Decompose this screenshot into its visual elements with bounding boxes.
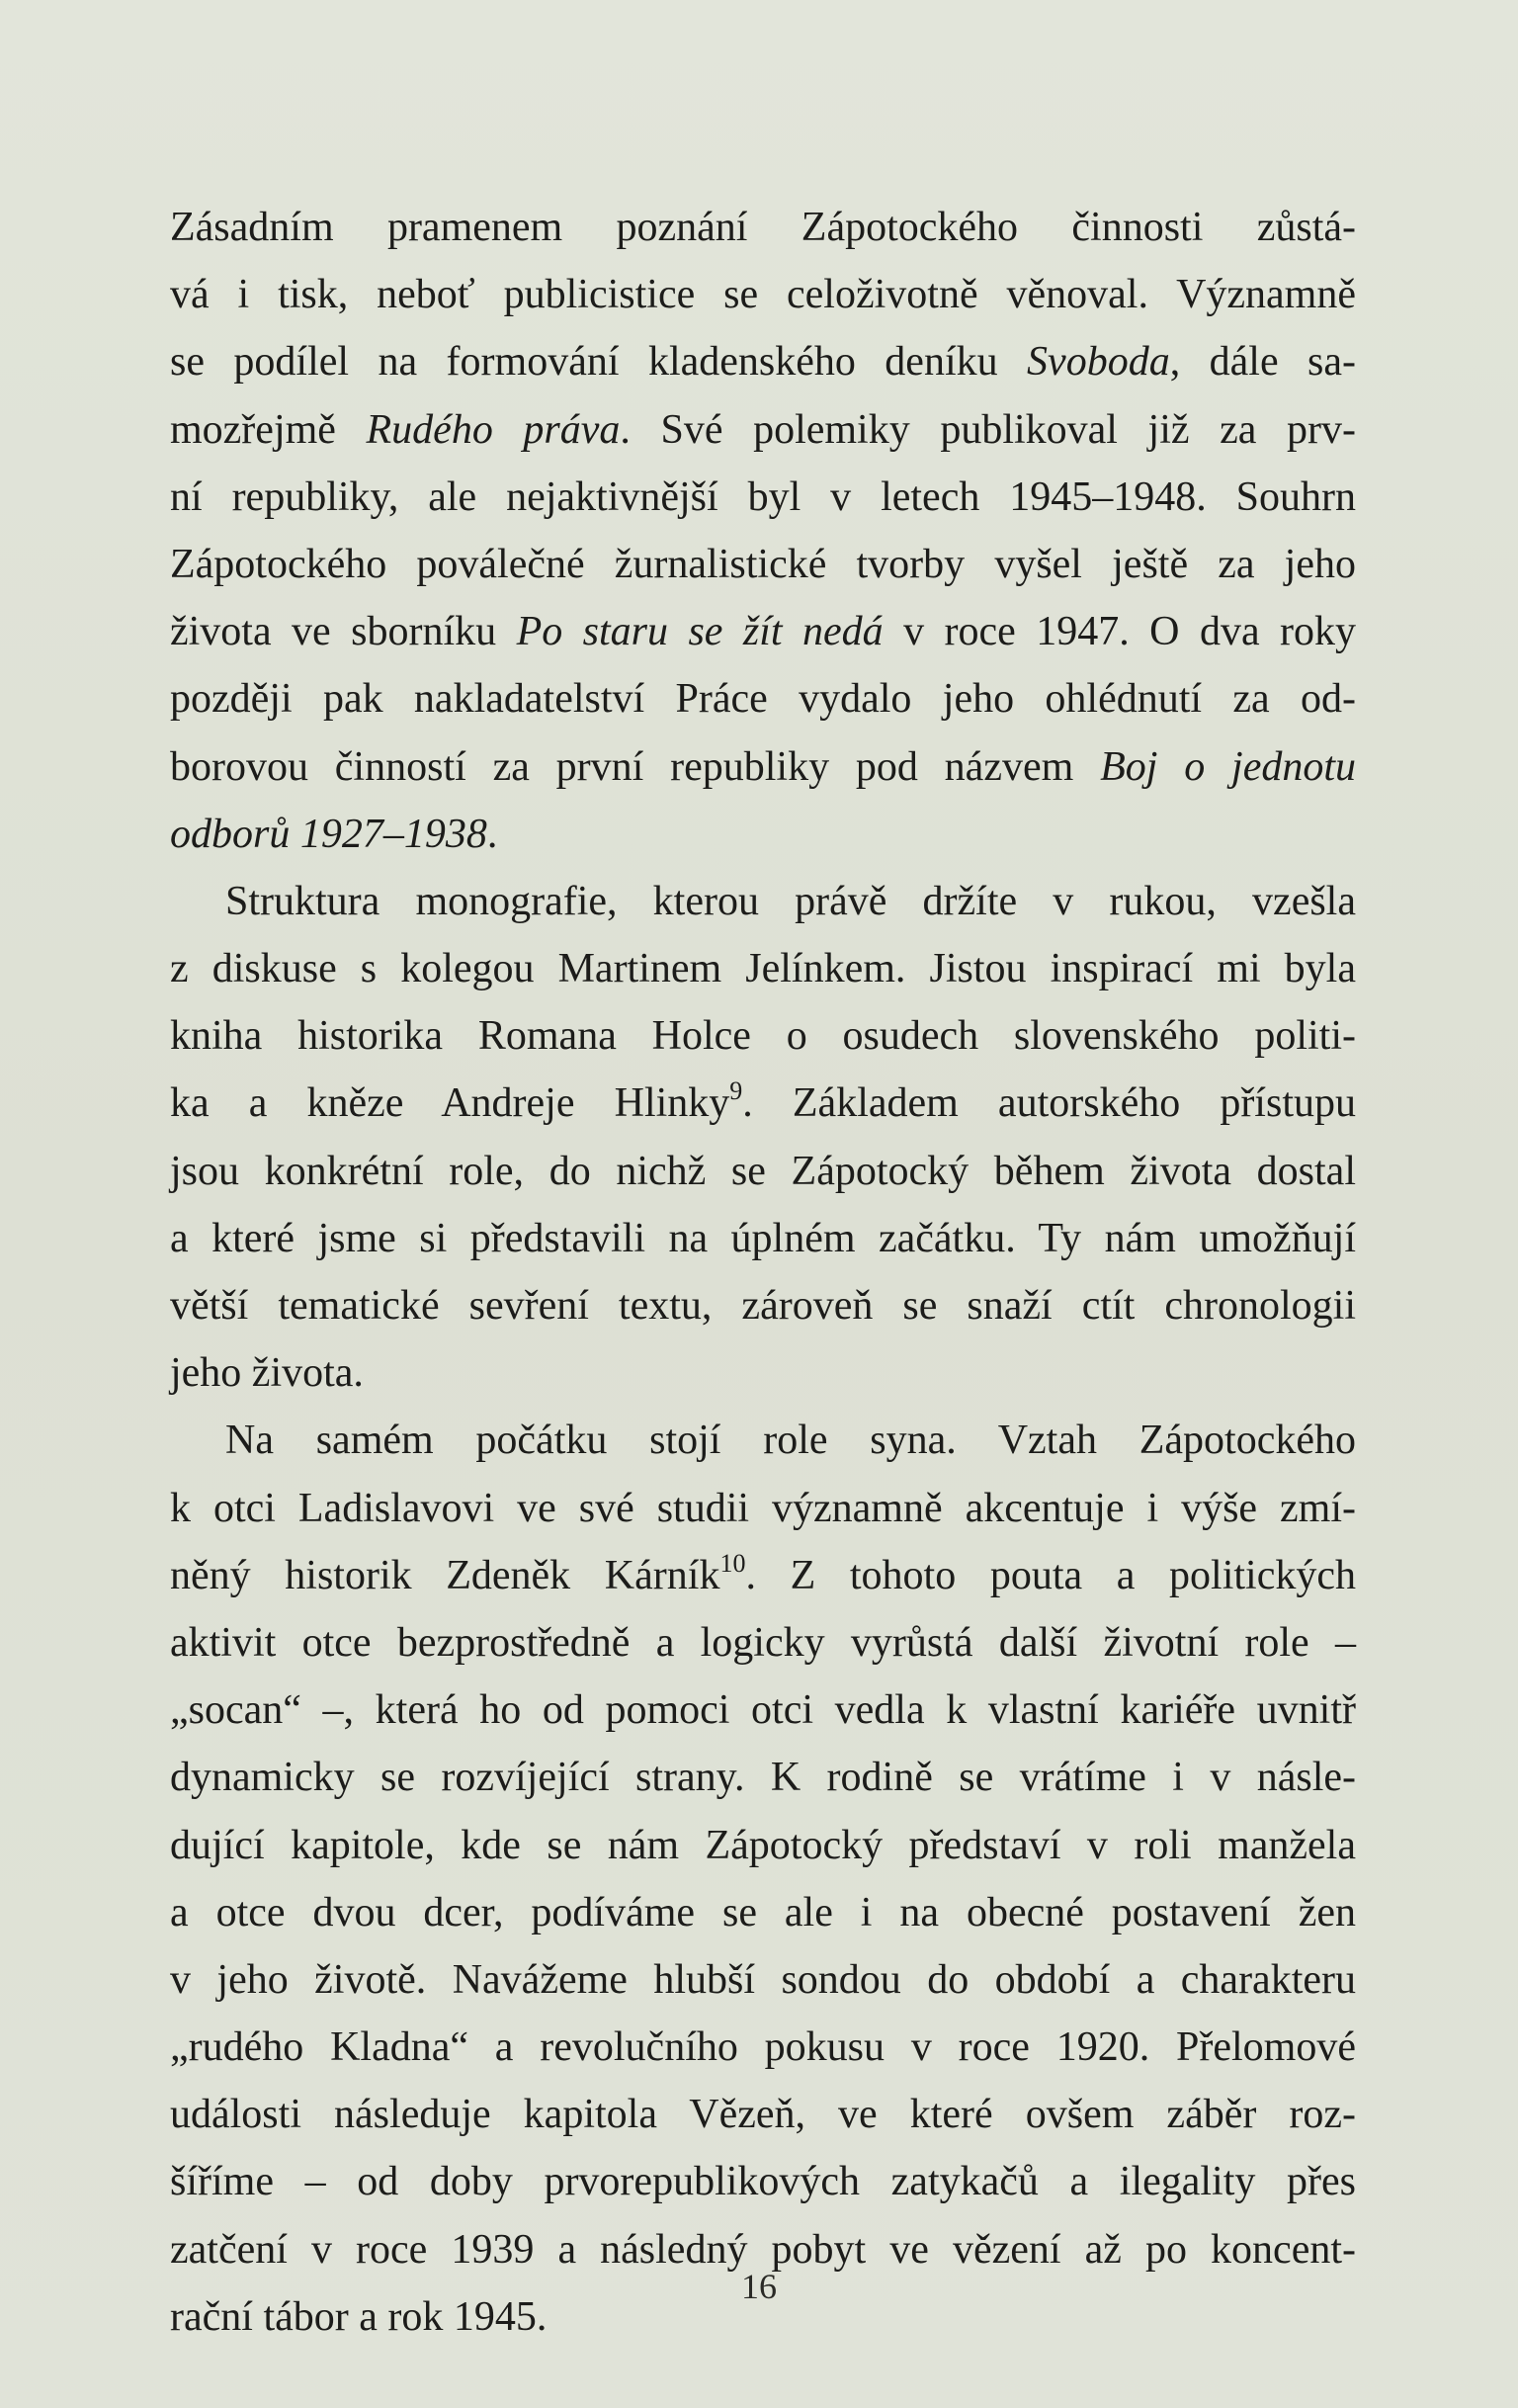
paragraph <box>170 1407 1356 2351</box>
text-line <box>170 598 1356 665</box>
page-number: 16 <box>741 2267 777 2306</box>
text-line <box>170 2014 1356 2081</box>
text-line <box>170 2081 1356 2148</box>
text-line <box>170 1879 1356 1946</box>
footnote-ref: 9 <box>729 1076 743 1106</box>
text-line <box>170 1272 1356 1339</box>
text-span: kniha historika Romana Holce o osudech slovenského politi- <box>170 1013 1356 1060</box>
text-span: větší tematické sevření textu, zároveň se snaží ctít chronologii <box>170 1283 1356 1329</box>
text-span: . <box>486 811 498 857</box>
text-span: „rudého Kladna“ a revolučního pokusu v roce 1920. Přelomové <box>170 2024 1356 2071</box>
text-span: v jeho životě. Navážeme hlubší sondou do období a charakteru <box>170 1956 1356 2003</box>
text-span: události následuje kapitola Vězeň, ve které ovšem záběr roz- <box>170 2092 1356 2138</box>
text-line <box>170 1407 1356 1474</box>
text-span: . Z tohoto pouta a politických <box>745 1552 1357 1598</box>
text-span: , dále sa- <box>1169 339 1356 386</box>
text-line <box>170 1609 1356 1677</box>
text-span: vá i tisk, neboť publicistice se celoživotně věnoval. Významně <box>170 272 1356 318</box>
text-span: dující kapitole, kde se nám Zápotocký představí v roli manžela <box>170 1822 1356 1868</box>
italic-title: Rudého práva <box>366 406 621 453</box>
text-line <box>170 1812 1356 1879</box>
text-line <box>170 935 1356 1002</box>
text-span: Na samém počátku stojí role syna. Vztah Zápotockého <box>225 1418 1356 1464</box>
text-span: . Své polemiky publikoval již za prv- <box>620 406 1356 453</box>
text-span: aktivit otce bezprostředně a logicky vyrůstá další životní role – <box>170 1619 1356 1666</box>
text-line <box>170 801 1356 868</box>
text-span: ní republiky, ale nejaktivnější byl v letech 1945–1948. Souhrn <box>170 473 1356 520</box>
text-span: něný historik Zdeněk Kárník <box>170 1552 720 1598</box>
text-span: „socan“ –, která ho od pomoci otci vedla k vlastní kariéře uvnitř <box>170 1687 1356 1734</box>
text-line <box>170 868 1356 935</box>
text-line <box>170 1677 1356 1744</box>
text-line <box>170 1138 1356 1205</box>
text-span: a které jsme si představili na úplném začátku. Ty nám umožňují <box>170 1215 1356 1261</box>
footnote-ref: 10 <box>719 1548 746 1578</box>
text-line <box>170 261 1356 328</box>
text-line <box>170 1946 1356 2014</box>
text-line <box>170 1475 1356 1542</box>
italic-title: odborů 1927–1938 <box>170 811 487 857</box>
text-span: později pak nakladatelství Práce vydalo jeho ohlédnutí za od- <box>170 676 1356 723</box>
text-span: borovou činností za první republiky pod názvem <box>170 743 1101 790</box>
text-line <box>170 2148 1356 2215</box>
text-span: v roce 1947. O dva roky <box>883 609 1357 655</box>
text-span: dynamicky se rozvíjející strany. K rodině se vrátíme i v násle- <box>170 1755 1356 1801</box>
text-span: Zápotockého poválečné žurnalistické tvorby vyšel ještě za jeho <box>170 541 1356 587</box>
paragraph <box>170 868 1356 1408</box>
text-span: se podílel na formování kladenského deníku <box>170 339 1028 386</box>
text-line <box>170 1070 1356 1137</box>
text-span: . Základem autorského přístupu <box>742 1080 1356 1127</box>
text-line <box>170 1542 1356 1609</box>
text-line <box>170 396 1356 464</box>
italic-title: Boj o jednotu <box>1100 743 1356 790</box>
text-line <box>170 194 1356 261</box>
body-text <box>170 194 1356 2351</box>
text-span: šíříme – od doby prvorepublikových zatykačů a ilegality přes <box>170 2159 1356 2205</box>
text-span: k otci Ladislavovi ve své studii významně akcentuje i výše zmí- <box>170 1485 1356 1531</box>
text-line <box>170 464 1356 531</box>
text-span: z diskuse s kolegou Martinem Jelínkem. Jistou inspirací mi byla <box>170 946 1356 992</box>
text-line <box>170 733 1356 801</box>
text-line <box>170 665 1356 732</box>
italic-title: Po staru se žít nedá <box>516 609 884 655</box>
text-line <box>170 531 1356 598</box>
text-span: mozřejmě <box>170 406 367 453</box>
text-span: rační tábor a rok 1945. <box>170 2293 548 2340</box>
text-span: Zásadním pramenem poznání Zápotockého činnosti zůstá- <box>170 205 1356 250</box>
text-span: života ve sborníku <box>170 609 517 655</box>
paragraph <box>170 194 1356 868</box>
text-span: jeho života. <box>170 1350 364 1397</box>
text-span: ka a kněze Andreje Hlinky <box>170 1080 730 1127</box>
text-span: jsou konkrétní role, do nichž se Zápotocký během života dostal <box>170 1148 1356 1194</box>
text-span: a otce dvou dcer, podíváme se ale i na obecné postavení žen <box>170 1889 1356 1935</box>
text-line <box>170 1205 1356 1272</box>
text-span: Struktura monografie, kterou právě držíte v rukou, vzešla <box>225 878 1356 924</box>
italic-title: Svoboda <box>1027 339 1170 386</box>
text-span: zatčení v roce 1939 a následný pobyt ve vězení až po koncent- <box>170 2226 1356 2273</box>
text-line <box>170 1744 1356 1811</box>
text-line <box>170 1002 1356 1070</box>
text-line <box>170 1339 1356 1407</box>
text-line <box>170 328 1356 395</box>
